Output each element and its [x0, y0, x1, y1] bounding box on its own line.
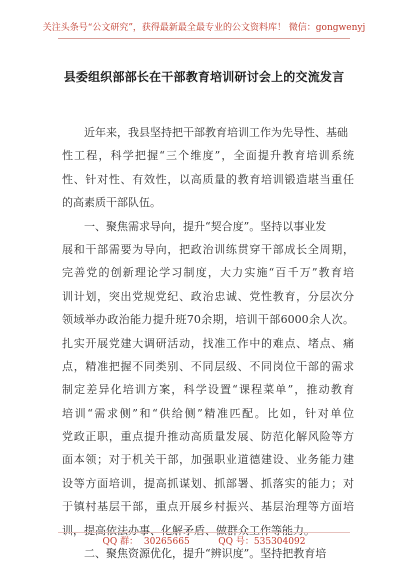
document-body — [62, 121, 354, 565]
body-line: 训计划，突出党规党纪、政治忠诚、党性教育，分层次分 — [62, 289, 354, 303]
body-line: 训，提高依法办事、化解矛盾、做群众工作等能力。 — [62, 523, 315, 537]
body-line: 面本领；对于机关干部，加强职业道德建设、业务能力建 — [62, 453, 354, 467]
body-line: 培训“需求侧”和“供给侧”精准匹配。比如，针对单位 — [62, 406, 354, 420]
body-line: 设等方面培训，提高抓谋划、抓部署、抓落实的能力；对 — [62, 476, 354, 490]
body-line: 于镇村基层干部，重点开展乡村振兴、基层治理等方面培 — [62, 500, 354, 514]
document-title: 县委组织部部长在干部教育培训研讨会上的交流发言 — [63, 70, 345, 84]
body-line: 的高素质干部队伍。 — [62, 196, 161, 210]
body-line: 党政正职，重点提升推动高质量发展、防范化解风险等方 — [62, 430, 354, 444]
body-line: 一、聚焦需求导向，提升“契合度”。坚持以事业发 — [84, 219, 327, 233]
body-line: 点，精准把握不同类别、不同层级、不同岗位干部的需求 — [62, 359, 354, 373]
body-line: 制定差异化培训方案，科学设置“课程菜单”，推动教育 — [62, 383, 354, 397]
body-line: 二、聚焦资源优化，提升“辨识度”。坚持把教育培 — [84, 547, 327, 561]
header-divider — [58, 38, 350, 39]
body-line: 性工程，科学把握“三个维度”，全面提升教育培训系统 — [62, 149, 354, 163]
body-line: 展和干部需要为导向，把政治训练贯穿干部成长全周期， — [62, 242, 354, 256]
header-banner: 关注头条号“公文研究”，获得最新最全最专业的公文资料库！ 微信：gongwenyj — [42, 23, 366, 33]
footer-divider — [58, 532, 350, 533]
body-line: 领域举办政治能力提升班70余期，培训干部6000余人次。 — [62, 313, 354, 327]
body-line: 近年来，我县坚持把干部教育培训工作为先导性、基础 — [84, 126, 348, 139]
body-line: 性、针对性、有效性，以高质量的教育培训锻造堪当重任 — [62, 172, 354, 186]
body-line: 扎实开展党建大调研活动，找准工作中的难点、堵点、痛 — [62, 336, 354, 350]
body-line: 完善党的创新理论学习制度，大力实施“百千万”教育培 — [62, 266, 354, 280]
footer-contact: QQ 群： 30265665 QQ 号：535304092 — [102, 537, 306, 547]
